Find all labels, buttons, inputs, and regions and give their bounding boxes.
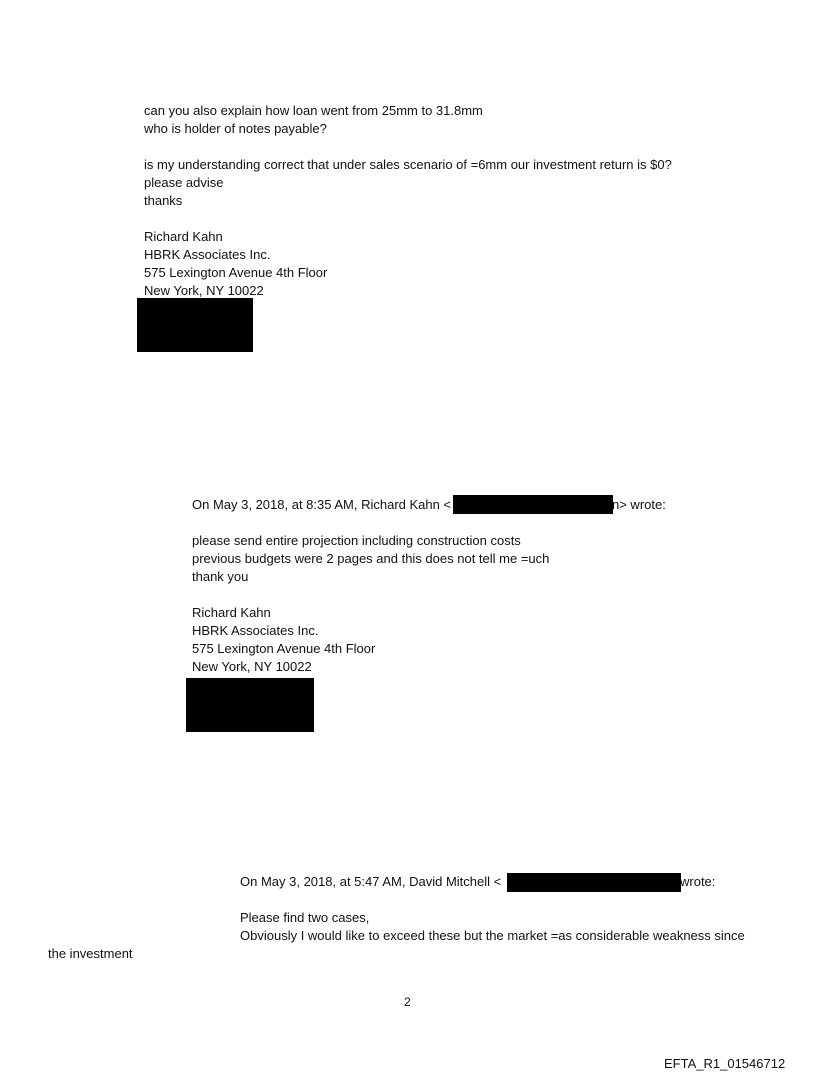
redaction-box bbox=[453, 495, 613, 514]
signature-name: Richard Kahn bbox=[192, 605, 271, 620]
email-header bbox=[192, 496, 451, 514]
text-line: please send entire projection including construction costs bbox=[192, 533, 521, 548]
signature-address: 575 Lexington Avenue 4th Floor bbox=[144, 265, 328, 280]
document-id: EFTA_R1_01546712 bbox=[664, 1056, 786, 1071]
signature-city: New York, NY 10022 bbox=[144, 283, 264, 298]
signature-company: HBRK Associates Inc. bbox=[144, 247, 271, 262]
page-number: 2 bbox=[404, 995, 411, 1009]
text-line: please advise bbox=[144, 175, 224, 190]
text-line: can you also explain how loan went from 25mm to 31.8mm bbox=[144, 103, 483, 118]
signature-city: New York, NY 10022 bbox=[192, 659, 312, 674]
signature-address: 575 Lexington Avenue 4th Floor bbox=[192, 641, 376, 656]
text-line: Obviously I would like to exceed these but the market =as considerable weakness since bbox=[240, 928, 745, 943]
text-line: who is holder of notes payable? bbox=[144, 121, 327, 136]
email-header-prefix: On May 3, 2018, at 8:35 AM, Richard Kahn < bbox=[192, 497, 452, 512]
text-line: thanks bbox=[144, 193, 183, 208]
text-line: previous budgets were 2 pages and this does not tell me =uch bbox=[192, 551, 550, 566]
email-header-prefix: On May 3, 2018, at 5:47 AM, David Mitchell < bbox=[240, 874, 502, 889]
text-line: is my understanding correct that under sales scenario of =6mm our investment return is $0? bbox=[144, 157, 672, 172]
email-header-suffix: n> wrote: bbox=[612, 497, 666, 512]
text-line: Please find two cases, bbox=[240, 910, 370, 925]
email-header-suffix: wrote: bbox=[680, 874, 716, 889]
text-line: the investment bbox=[48, 946, 133, 961]
redaction-box bbox=[137, 298, 253, 352]
redaction-box bbox=[186, 678, 314, 732]
signature-name: Richard Kahn bbox=[144, 229, 223, 244]
text-line: thank you bbox=[192, 569, 249, 584]
redaction-box bbox=[507, 873, 681, 892]
signature-company: HBRK Associates Inc. bbox=[192, 623, 319, 638]
